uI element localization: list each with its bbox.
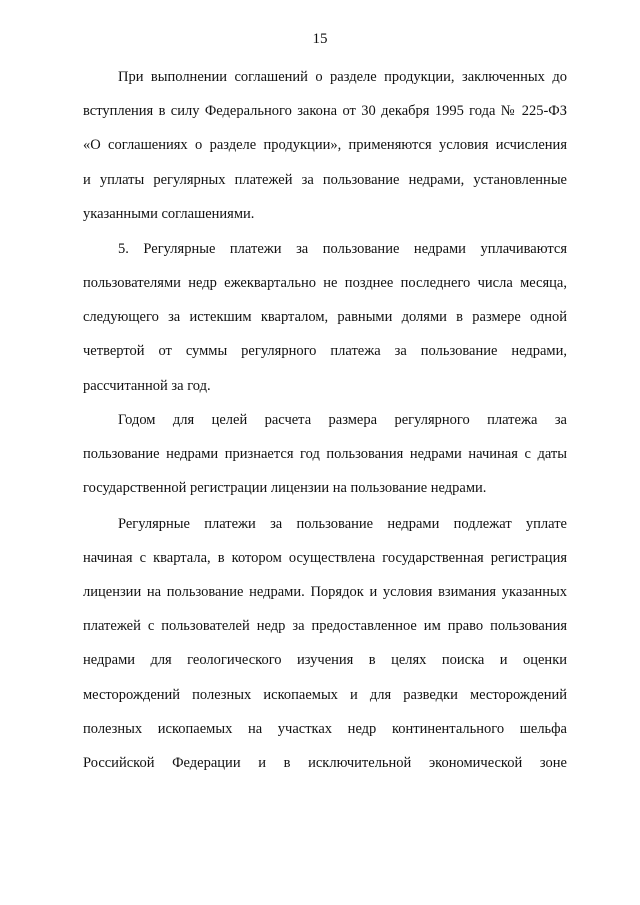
text-line: платежей с пользователей недр за предоставленное им право пользования: [83, 618, 567, 634]
text-line: рассчитанной за год.: [83, 378, 211, 394]
text-line: вступления в силу Федерального закона от 30 декабря 1995 года № 225-ФЗ: [83, 103, 567, 119]
page-number: 15: [312, 31, 328, 47]
text-line: Годом для целей расчета размера регулярного платежа за: [118, 412, 567, 428]
text-line: Российской Федерации и в исключительной экономической зоне: [83, 755, 567, 771]
text-line: указанными соглашениями.: [83, 206, 255, 222]
text-line: пользование недрами признается год пользования недрами начиная с даты: [83, 446, 567, 462]
text-line: 5. Регулярные платежи за пользование недрами уплачиваются: [118, 241, 567, 257]
text-line: начиная с квартала, в котором осуществлена государственная регистрация: [83, 550, 567, 566]
text-line: пользователями недр ежеквартально не позднее последнего числа месяца,: [83, 275, 567, 291]
text-line: и уплаты регулярных платежей за пользование недрами, установленные: [83, 172, 567, 188]
text-line: четвертой от суммы регулярного платежа за пользование недрами,: [83, 343, 567, 359]
text-line: лицензии на пользование недрами. Порядок и условия взимания указанных: [83, 584, 567, 600]
text-line: При выполнении соглашений о разделе продукции, заключенных до: [118, 69, 567, 85]
text-line: Регулярные платежи за пользование недрами подлежат уплате: [118, 516, 567, 532]
text-line: недрами для геологического изучения в целях поиска и оценки: [83, 652, 567, 668]
text-line: следующего за истекшим кварталом, равными долями в размере одной: [83, 309, 567, 325]
text-line: месторождений полезных ископаемых и для разведки месторождений: [83, 687, 567, 703]
text-line: полезных ископаемых на участках недр континентального шельфа: [83, 721, 567, 737]
text-line: государственной регистрации лицензии на пользование недрами.: [83, 480, 487, 496]
text-line: «О соглашениях о разделе продукции», применяются условия исчисления: [83, 137, 567, 153]
